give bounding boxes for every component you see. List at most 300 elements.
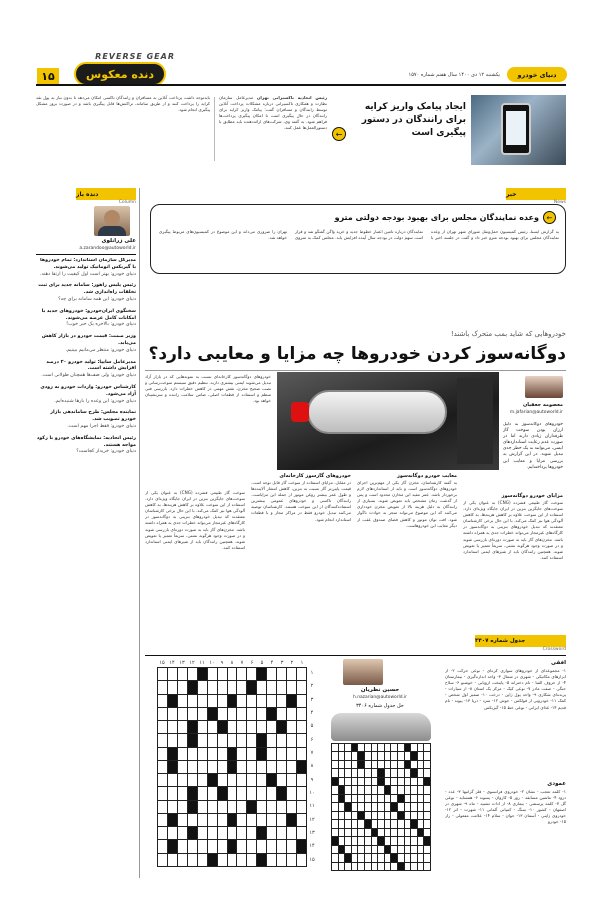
- crossword-cell: [277, 721, 286, 733]
- crossword-cell: [411, 752, 417, 759]
- crossword-cell: [158, 668, 167, 680]
- row-number: ۹: [310, 776, 314, 783]
- feature: [145, 330, 566, 630]
- crossword-cell: [228, 801, 237, 813]
- crossword-cell: [352, 846, 358, 853]
- crossword-cell: [277, 840, 286, 852]
- crossword-cell: [332, 863, 338, 870]
- crossword-cell: [257, 748, 266, 760]
- crossword-cell: [198, 774, 207, 786]
- column-number: ۱۴: [169, 660, 175, 666]
- crossword-cell: [372, 812, 378, 819]
- crossword-cell: [257, 814, 266, 826]
- crossword-cell: [228, 708, 237, 720]
- crossword-cell: [365, 752, 371, 759]
- crossword-cell: [188, 681, 197, 693]
- crossword-cell: [257, 695, 266, 707]
- crossword-cell: [208, 668, 217, 680]
- crossword-cell: [267, 814, 276, 826]
- crossword-cell: [287, 695, 296, 707]
- crossword-cell: [365, 744, 371, 751]
- crossword-cell: [378, 752, 384, 759]
- crossword-cell: [411, 820, 417, 827]
- crossword-cell: [237, 734, 246, 746]
- crossword-cell: [372, 752, 378, 759]
- crossword-cell: [237, 814, 246, 826]
- crossword-cell: [339, 812, 345, 819]
- crossword-cell: [158, 801, 167, 813]
- crossword-cell: [198, 681, 207, 693]
- crossword-cell: [218, 801, 227, 813]
- news-box: [150, 204, 566, 274]
- crossword-cell: [372, 846, 378, 853]
- crossword-solution-title: حل جدول شماره ۳۴۰۶: [356, 703, 404, 709]
- crossword-cell: [257, 827, 266, 839]
- crossword-cell: [372, 761, 378, 768]
- crossword-cell: [218, 761, 227, 773]
- crossword-cell: [339, 837, 345, 844]
- crossword-cell: [385, 786, 391, 793]
- crossword-cell: [385, 820, 391, 827]
- column-number: ۱۳: [179, 660, 185, 666]
- crossword-cell: [418, 829, 424, 836]
- crossword-cell: [339, 820, 345, 827]
- crossword-cell: [178, 827, 187, 839]
- crossword-cell: [168, 748, 177, 760]
- crossword-cell: [332, 744, 338, 751]
- crossword-cell: [277, 774, 286, 786]
- crossword-cell: [391, 778, 397, 785]
- crossword-cell: [411, 761, 417, 768]
- crossword-cell: [158, 681, 167, 693]
- crossword-cell: [198, 721, 207, 733]
- crossword-cell: [405, 854, 411, 861]
- crossword-cell: [424, 786, 430, 793]
- crossword-cell: [208, 774, 217, 786]
- crossword-label: جدول شماره ۳۴۰۷: [475, 635, 566, 647]
- list-item: مدیرکل سازمان استاندارد: تمام خودروها با گیربکس اتوماتیک تولید می‌شوند. دنیای خودرو: بهتر است اول کیفیت را ارتقا دهند.: [39, 258, 136, 277]
- news-section: [142, 188, 566, 278]
- column-number: ۷: [240, 660, 244, 666]
- crossword-cell: [257, 668, 266, 680]
- crossword-cell: [277, 668, 286, 680]
- crossword-cell: [411, 744, 417, 751]
- crossword-cell: [411, 795, 417, 802]
- crossword-cell: [332, 795, 338, 802]
- crossword-cell: [385, 803, 391, 810]
- crossword-cell: [198, 734, 207, 746]
- crossword-cell: [267, 695, 276, 707]
- crossword-cell: [168, 681, 177, 693]
- crossword-cell: [267, 708, 276, 720]
- crossword-cell: [424, 769, 430, 776]
- crossword-cell: [208, 748, 217, 760]
- crossword-cell: [372, 803, 378, 810]
- crossword-cell: [188, 708, 197, 720]
- crossword-cell: [378, 795, 384, 802]
- crossword-cell: [277, 787, 286, 799]
- crossword-cell: [247, 761, 256, 773]
- crossword-cell: [411, 863, 417, 870]
- column-number: ۳: [280, 660, 284, 666]
- header: [0, 45, 600, 85]
- crossword-cell: [418, 837, 424, 844]
- row-number: ۱۰: [309, 789, 315, 796]
- crossword-cell: [372, 837, 378, 844]
- crossword-cell: [385, 761, 391, 768]
- crossword-subtitle: Crossword: [542, 647, 566, 652]
- crossword-cell: [391, 846, 397, 853]
- crossword-cell: [365, 854, 371, 861]
- crossword-cell: [287, 774, 296, 786]
- crossword-cell: [391, 812, 397, 819]
- crossword-cell: [345, 752, 351, 759]
- crossword-cell: [168, 854, 177, 866]
- news-label: خبر: [506, 188, 566, 200]
- crossword-cell: [365, 837, 371, 844]
- crossword-cell: [198, 854, 207, 866]
- crossword-grid: [157, 667, 307, 867]
- crossword-cell: [247, 827, 256, 839]
- crossword-cell: [378, 846, 384, 853]
- crossword-cell: [345, 837, 351, 844]
- crossword-cell: [267, 668, 276, 680]
- crossword-cell: [372, 769, 378, 776]
- crossword-cell: [247, 854, 256, 866]
- crossword-cell: [267, 854, 276, 866]
- crossword-cell: [287, 840, 296, 852]
- crossword-cell: [297, 734, 306, 746]
- crossword-cell: [178, 708, 187, 720]
- crossword-cell: [218, 827, 227, 839]
- crossword-cell: [168, 695, 177, 707]
- crossword-cell: [247, 734, 256, 746]
- crossword-cell: [339, 795, 345, 802]
- crossword-cell: [332, 820, 338, 827]
- crossword-cell: [405, 795, 411, 802]
- crossword-cell: [358, 769, 364, 776]
- page-number-box: [37, 68, 59, 84]
- crossword-cell: [405, 769, 411, 776]
- column-label-en: Column: [118, 200, 136, 205]
- crossword-cell: [405, 761, 411, 768]
- crossword-cell: [228, 854, 237, 866]
- crossword-cell: [372, 778, 378, 785]
- crossword-cell: [345, 854, 351, 861]
- crossword-cell: [188, 787, 197, 799]
- list-item: مدیرعامل سایپا: تولید خودرو ۲۰ درصد افزایش داشته است. دنیای خودرو: ولی صف‌ها همچنان طولانی است.: [41, 359, 136, 379]
- crossword-cell: [168, 708, 177, 720]
- crossword-cell: [188, 748, 197, 760]
- crossword-cell: [297, 708, 306, 720]
- crossword-cell: [385, 769, 391, 776]
- crossword-row-numbers: [307, 667, 317, 867]
- crossword-cell: [277, 734, 286, 746]
- crossword-cell: [424, 744, 430, 751]
- crossword-cell: [352, 803, 358, 810]
- crossword-cell: [218, 721, 227, 733]
- crossword-cell: [237, 681, 246, 693]
- crossword-cell: [178, 748, 187, 760]
- crossword-cell: [352, 829, 358, 836]
- crossword-cell: [257, 708, 266, 720]
- crossword-cell: [188, 854, 197, 866]
- crossword-cell: [411, 786, 417, 793]
- crossword-cell: [178, 761, 187, 773]
- crossword-cell: [158, 708, 167, 720]
- crossword-cell: [405, 778, 411, 785]
- crossword-cell: [198, 708, 207, 720]
- crossword-cell: [237, 668, 246, 680]
- crossword-cell: [398, 812, 404, 819]
- crossword-cell: [287, 748, 296, 760]
- crossword-col-numbers: [157, 659, 307, 667]
- crossword-cell: [188, 721, 197, 733]
- top-story: [36, 95, 566, 165]
- crossword-cell: [168, 814, 177, 826]
- crossword-cell: [267, 774, 276, 786]
- crossword-cell: [339, 778, 345, 785]
- date-line: یکشنبه ۱۲ دی ۱۴۰۰ سال هفتم شماره ۱۵۷۰: [408, 72, 500, 78]
- crossword-cell: [178, 840, 187, 852]
- crossword-cell: [228, 774, 237, 786]
- crossword-cell: [405, 803, 411, 810]
- crossword-cell: [277, 681, 286, 693]
- crossword-cell: [424, 778, 430, 785]
- crossword-cell: [358, 846, 364, 853]
- crossword-cell: [297, 761, 306, 773]
- crossword-cell: [237, 695, 246, 707]
- crossword-cell: [287, 761, 296, 773]
- crossword-cell: [358, 837, 364, 844]
- feature-col1: مزایای خودرو دوگانه‌سوز سوخت گاز طبیعی فشرده (CNG) به عنوان یکی از سوخت‌های جایگزین بنزین در ایران جایگاه ویژه‌ای دارد. استفاده از این سوخت علاوه بر کاهش هزینه‌ها، به کاهش آلودگی هوا نیز کمک می‌کند. با این حال برخی کارشناسان معتقدند که تبدیل خودروهای بنزینی به دوگانه‌سوز در کارگاه‌های غیرمجاز می‌تواند خطرات جدی به همراه داشته باشد. مخزن‌های گاز باید به صورت دوره‌ای بازرسی شوند و در صورت وجود هرگونه نشتی، سریعاً تعمیر یا تعویض شوند. همچنین رانندگان باید از شیرهای ایمنی استاندارد استفاده کنند.: [463, 493, 563, 560]
- crossword-cell: [188, 668, 197, 680]
- crossword-cell: [218, 748, 227, 760]
- brand-logo: دنده معکوس: [74, 62, 166, 86]
- crossword-cell: [158, 774, 167, 786]
- crossword-cell: [345, 795, 351, 802]
- crossword-cell: [358, 752, 364, 759]
- page-number: ۱۵: [41, 69, 55, 83]
- crossword-cell: [178, 801, 187, 813]
- crossword-cell: [424, 752, 430, 759]
- crossword-cell: [398, 863, 404, 870]
- crossword-cell: [178, 721, 187, 733]
- crossword-cell: [398, 786, 404, 793]
- crossword-cell: [378, 769, 384, 776]
- crossword-cell: [378, 812, 384, 819]
- crossword-cell: [424, 837, 430, 844]
- crossword-cell: [178, 734, 187, 746]
- crossword-cell: [385, 795, 391, 802]
- crossword-cell: [228, 695, 237, 707]
- crossword-cell: [398, 803, 404, 810]
- crossword-cell: [385, 752, 391, 759]
- column-sidebar: [36, 188, 136, 878]
- crossword-cell: [405, 863, 411, 870]
- crossword-cell: [405, 837, 411, 844]
- crossword-cell: [372, 744, 378, 751]
- crossword-cell: [418, 744, 424, 751]
- column-number: ۶: [250, 660, 254, 666]
- crossword-cell: [158, 695, 167, 707]
- crossword-cell: [352, 769, 358, 776]
- crossword-cell: [418, 803, 424, 810]
- row-number: ۱۳: [309, 829, 315, 836]
- crossword-cell: [228, 681, 237, 693]
- crossword-cell: [332, 778, 338, 785]
- crossword-cell: [267, 761, 276, 773]
- crossword-cell: [237, 721, 246, 733]
- crossword-cell: [188, 827, 197, 839]
- crossword-cell: [339, 761, 345, 768]
- crossword-cell: [332, 829, 338, 836]
- crossword-cell: [158, 854, 167, 866]
- crossword-cell: [168, 721, 177, 733]
- crossword-cell: [237, 748, 246, 760]
- crossword-cell: [198, 761, 207, 773]
- row-number: ۲: [310, 683, 314, 690]
- crossword-cell: [208, 801, 217, 813]
- crossword-cell: [257, 840, 266, 852]
- crossword-cell: [208, 827, 217, 839]
- crossword-cell: [218, 814, 227, 826]
- crossword-cell: [418, 812, 424, 819]
- crossword-cell: [405, 820, 411, 827]
- crossword-cell: [418, 769, 424, 776]
- crossword-cell: [208, 708, 217, 720]
- crossword-cell: [168, 801, 177, 813]
- crossword-cell: [411, 846, 417, 853]
- crossword-cell: [372, 795, 378, 802]
- crossword-cell: [378, 786, 384, 793]
- crossword-cell: [418, 786, 424, 793]
- crossword-cell: [345, 812, 351, 819]
- crossword-cell: [178, 681, 187, 693]
- column-author: علی زرانلوی: [101, 238, 136, 244]
- crossword-cell: [208, 695, 217, 707]
- crossword-cell: [398, 744, 404, 751]
- crossword-cell: [228, 668, 237, 680]
- crossword-cell: [247, 668, 256, 680]
- crossword-cell: [267, 827, 276, 839]
- crossword-cell: [332, 812, 338, 819]
- crossword-cell: [287, 854, 296, 866]
- column-number: ۱۵: [159, 660, 165, 666]
- crossword-cell: [391, 795, 397, 802]
- crossword-cell: [365, 795, 371, 802]
- crossword-cell: [352, 752, 358, 759]
- crossword-cell: [188, 801, 197, 813]
- crossword-cell: [405, 812, 411, 819]
- crossword-cell: [257, 787, 266, 799]
- crossword-cell: [378, 820, 384, 827]
- crossword-cell: [287, 708, 296, 720]
- crossword-cell: [218, 840, 227, 852]
- column-email: a.zarandoo@autoworld.ir: [79, 246, 136, 251]
- crossword-cell: [158, 827, 167, 839]
- row-number: ۱: [310, 670, 314, 676]
- crossword-cell: [158, 734, 167, 746]
- crossword-cell: [178, 787, 187, 799]
- crossword-cell: [267, 787, 276, 799]
- crossword-cell: [168, 668, 177, 680]
- crossword-cell: [398, 761, 404, 768]
- crossword-cell: [424, 863, 430, 870]
- phone-icon: [501, 103, 531, 155]
- crossword-cell: [198, 748, 207, 760]
- column-number: ۴: [270, 660, 274, 666]
- crossword-cell: [158, 787, 167, 799]
- crossword-cell: [247, 774, 256, 786]
- crossword-cell: [297, 840, 306, 852]
- crossword-cell: [345, 829, 351, 836]
- crossword-cell: [411, 837, 417, 844]
- row-number: ۶: [310, 736, 314, 743]
- crossword-cell: [365, 803, 371, 810]
- crossword-cell: [247, 748, 256, 760]
- crossword-cell: [297, 801, 306, 813]
- crossword-cell: [237, 854, 246, 866]
- crossword-cell: [228, 840, 237, 852]
- crossword-cell: [424, 854, 430, 861]
- column-number: ۵: [260, 660, 264, 666]
- crossword-cell: [277, 827, 286, 839]
- crossword-cell: [332, 786, 338, 793]
- crossword-cell: [218, 681, 227, 693]
- crossword-cell: [345, 778, 351, 785]
- crossword-cell: [198, 814, 207, 826]
- crossword-cell: [178, 695, 187, 707]
- row-number: ۱۴: [309, 843, 315, 850]
- crossword-cell: [358, 744, 364, 751]
- page-title: دوگانه‌سوز کردن خودروها چه مزایا و معایبی دارد؟: [148, 344, 566, 364]
- crossword-cell: [391, 769, 397, 776]
- crossword-cell: [297, 827, 306, 839]
- crossword-cell: [339, 786, 345, 793]
- crossword-cell: [418, 863, 424, 870]
- crossword-cell: [365, 846, 371, 853]
- crossword-cell: [247, 695, 256, 707]
- column-label: دنده باز: [76, 188, 136, 200]
- crossword-cell: [418, 846, 424, 853]
- crossword-cell: [218, 668, 227, 680]
- crossword-cell: [158, 748, 167, 760]
- crossword-cell: [277, 814, 286, 826]
- crossword-cell: [208, 840, 217, 852]
- crossword-cell: [352, 744, 358, 751]
- top-story-photo: [471, 95, 566, 165]
- crossword-cell: [332, 761, 338, 768]
- crossword-cell: [332, 846, 338, 853]
- crossword-cell: [297, 681, 306, 693]
- crossword-cell: [297, 748, 306, 760]
- crossword-cell: [358, 795, 364, 802]
- crossword-cell: [345, 786, 351, 793]
- paper-logo: دنیای خودرو: [507, 67, 567, 82]
- crossword-cell: [418, 795, 424, 802]
- crossword-cell: [398, 837, 404, 844]
- crossword-cell: [378, 863, 384, 870]
- crossword-cell: [178, 774, 187, 786]
- crossword-cell: [358, 863, 364, 870]
- crossword-cell: [378, 778, 384, 785]
- crossword-cell: [247, 801, 256, 813]
- crossword-cell: [247, 840, 256, 852]
- crossword-cell: [168, 761, 177, 773]
- column-number: ۱: [300, 660, 304, 666]
- crossword-cell: [378, 761, 384, 768]
